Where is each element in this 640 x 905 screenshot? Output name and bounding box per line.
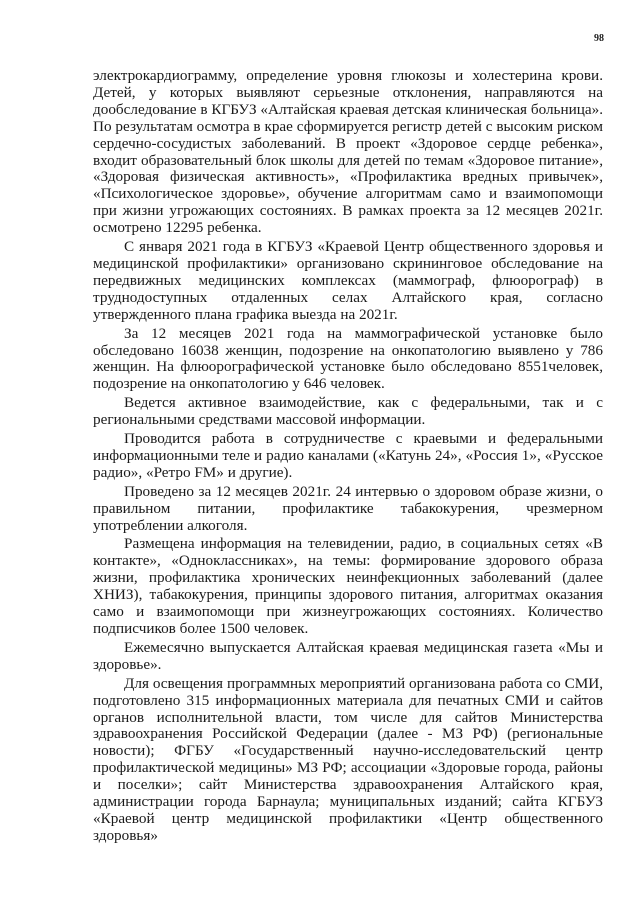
paragraph-3: За 12 месяцев 2021 года на маммографической установке было обследовано 16038 женщин, подозрение на онкопатологию выявлено у 786 женщин. На флюорографической установке было обследовано 8551человек, подозрение на онкопатологию у 646 человек. — [93, 324, 603, 393]
page-number: 98 — [594, 33, 604, 44]
paragraph-4: Ведется активное взаимодействие, как с федеральными, так и с региональными средствами массовой информации. — [93, 394, 603, 429]
paragraph-2: С января 2021 года в КГБУЗ «Краевой Центр общественного здоровья и медицинской профилактики» организовано скрининговое обследование на передвижных медицинских комплексах (маммограф, флюорограф) в труднодоступных отдаленных селах Алтайского края, согласно утвержденного плана графика выезда на 2021г. — [93, 238, 603, 323]
paragraph-9: Для освещения программных мероприятий организована работа со СМИ, подготовлено 315 информационных материала для печатных СМИ и сайтов органов исполнительной власти, том числе для сайтов Министерства здравоохранения Российской Федерации (далее - МЗ РФ) (региональные новости); ФГБУ «Государственный научно-исследовательский центр профилактической медицины» МЗ РФ; ассоциации «Здоровые города, районы и поселки»; сайт Министерства здравоохранения Алтайского края, администрации города Барнаула; муниципальных изданий; сайта КГБУЗ «Краевой центр медицинской профилактики «Центр общественного здоровья» — [93, 674, 603, 844]
paragraph-5: Проводится работа в сотрудничестве с краевыми и федеральными информационными теле и радио каналами («Катунь 24», «Россия 1», «Русское радио», «Ретро FM» и другие). — [93, 430, 603, 481]
paragraph-7: Размещена информация на телевидении, радио, в социальных сетях «В контакте», «Одноклассниках», на темы: формирование здорового образа жизни, профилактика хронических неинфекционных заболеваний (далее ХНИЗ), табакокурения, принципы здорового питания, алгоритмах оказания само и взаимопомощи при жизнеугрожающих состояниях. Количество подписчиков более 1500 человек. — [93, 535, 603, 637]
document-body — [93, 68, 603, 847]
paragraph-1: электрокардиограмму, определение уровня глюкозы и холестерина крови. Детей, у которых выявляют серьезные отклонения, направляются на дообследование в КГБУЗ «Алтайская краевая детская клиническая больница». По результатам осмотра в крае сформируется регистр детей с высоким риском сердечно-сосудистых заболеваний. В проект «Здоровое сердце ребенка», входит образовательный блок школы для детей по темам «Здоровое питание», «Здоровая физическая активность», «Профилактика вредных привычек», «Психологическое здоровье», обучение алгоритмам само и взаимопомощи при жизни угрожающих состояниях. В рамках проекта за 12 месяцев 2021г. осмотрено 12295 ребенка. — [93, 67, 603, 237]
paragraph-8: Ежемесячно выпускается Алтайская краевая медицинская газета «Мы и здоровье». — [93, 638, 603, 673]
paragraph-6: Проведено за 12 месяцев 2021г. 24 интервью о здоровом образе жизни, о правильном питании, профилактике табакокурения, чрезмерном употреблении алкоголя. — [93, 482, 603, 534]
